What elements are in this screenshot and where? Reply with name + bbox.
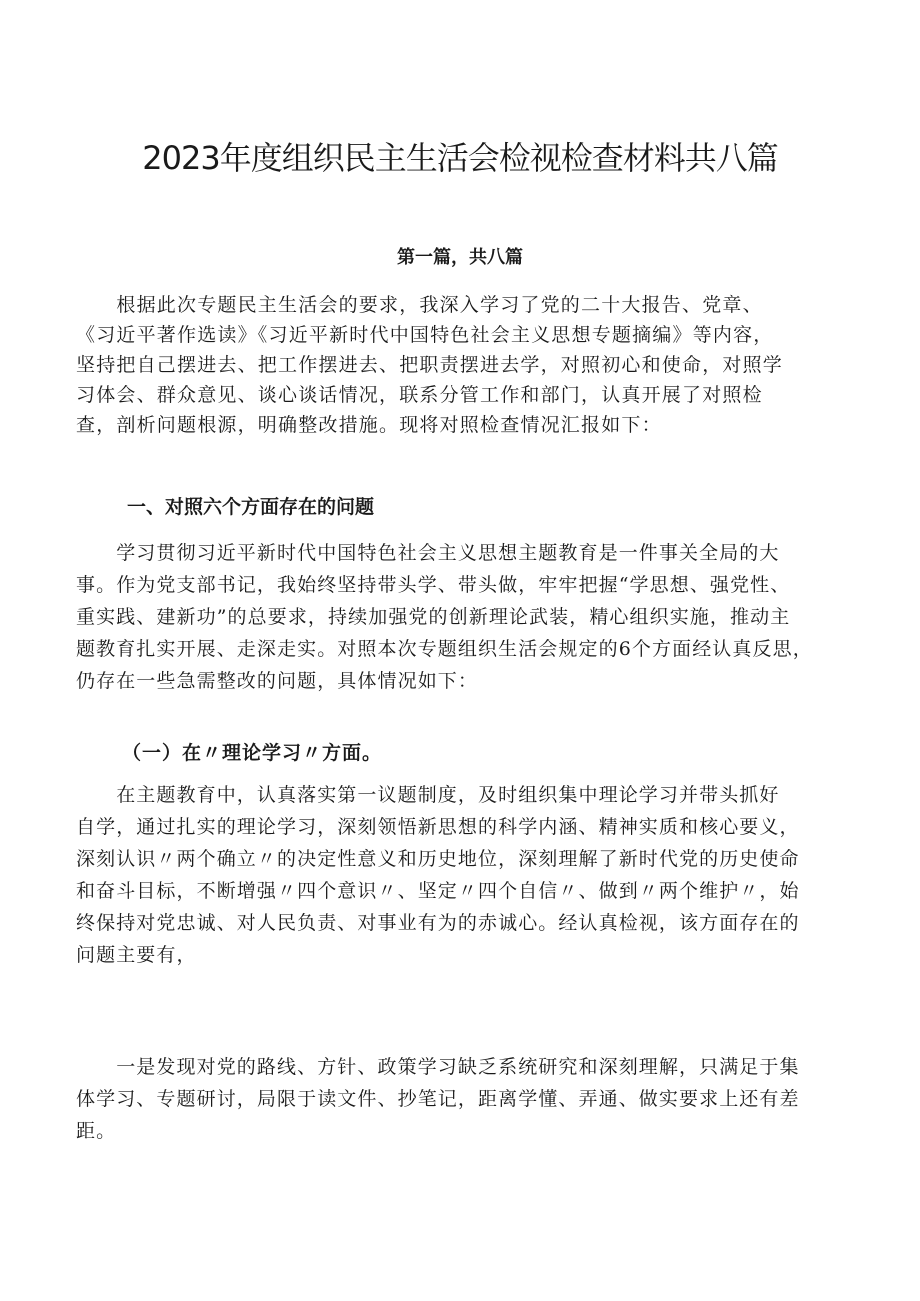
text-line: 和奋斗目标，不断增强〃四个意识〃、坚定〃四个自信〃、做到〃两个维护〃，始 (76, 880, 800, 902)
text-line: 重实践、建新功”的总要求，持续加强党的创新理论武装，精心组织实施，推动主 (76, 606, 791, 628)
text-line: 学习贯彻习近平新时代中国特色社会主义思想主题教育是一件事关全局的大 (76, 542, 780, 564)
text-line: 自学，通过扎实的理论学习，深刻领悟新思想的科学内涵、精神实质和核心要义， (76, 816, 800, 838)
text-line: 仍存在一些急需整改的问题，具体情况如下： (76, 670, 479, 692)
text-line: 在主题教育中，认真落实第一议题制度，及时组织集中理论学习并带头抓好 (76, 784, 780, 806)
heading-problems: 一、对照六个方面存在的问题 (127, 496, 375, 518)
text-line: 体学习、专题研讨，局限于读文件、抄笔记，距离学懂、弄通、做实要求上还有差 (76, 1088, 800, 1110)
sub-heading-theory-study: （一）在〃理论学习〃方面。 (122, 742, 383, 764)
body-paragraph (76, 538, 866, 698)
body-paragraph (76, 1052, 866, 1148)
text-line: 查，剖析问题根源，明确整改措施。现将对照检查情况汇报如下： (76, 414, 662, 436)
text-line: 一是发现对党的路线、方针、政策学习缺乏系统研究和深刻理解，只满足于集 (76, 1056, 800, 1078)
text-line: 事。作为党支部书记，我始终坚持带头学、带头做，牢牢把握“学思想、强党性、 (76, 574, 791, 596)
text-line: 终保持对党忠诚、对人民负责、对事业有为的赤诚心。经认真检视，该方面存在的 (76, 912, 800, 934)
document-title: 2023年度组织民主生活会检视检查材料共八篇 (142, 139, 778, 177)
body-paragraph (76, 780, 866, 972)
text-line: 根据此次专题民主生活会的要求，我深入学习了党的二十大报告、党章、 (76, 294, 763, 316)
section-title: 第一篇，共八篇 (397, 247, 523, 268)
text-line: 习体会、群众意见、谈心谈话情况，联系分管工作和部门，认真开展了对照检 (76, 384, 763, 406)
text-line: 题教育扎实开展、走深走实。对照本次专题组织生活会规定的6个方面经认真反思， (76, 638, 813, 660)
text-line: 《习近平著作选读》《习近平新时代中国特色社会主义思想专题摘编》等内容， (76, 324, 774, 346)
text-line: 问题主要有， (76, 944, 197, 966)
intro-paragraph (76, 290, 856, 440)
text-line: 距。 (76, 1120, 117, 1142)
text-line: 深刻认识〃两个确立〃的决定性意义和历史地位，深刻理解了新时代党的历史使命 (76, 848, 800, 870)
text-line: 坚持把自己摆进去、把工作摆进去、把职责摆进去学，对照初心和使命，对照学 (76, 354, 784, 376)
